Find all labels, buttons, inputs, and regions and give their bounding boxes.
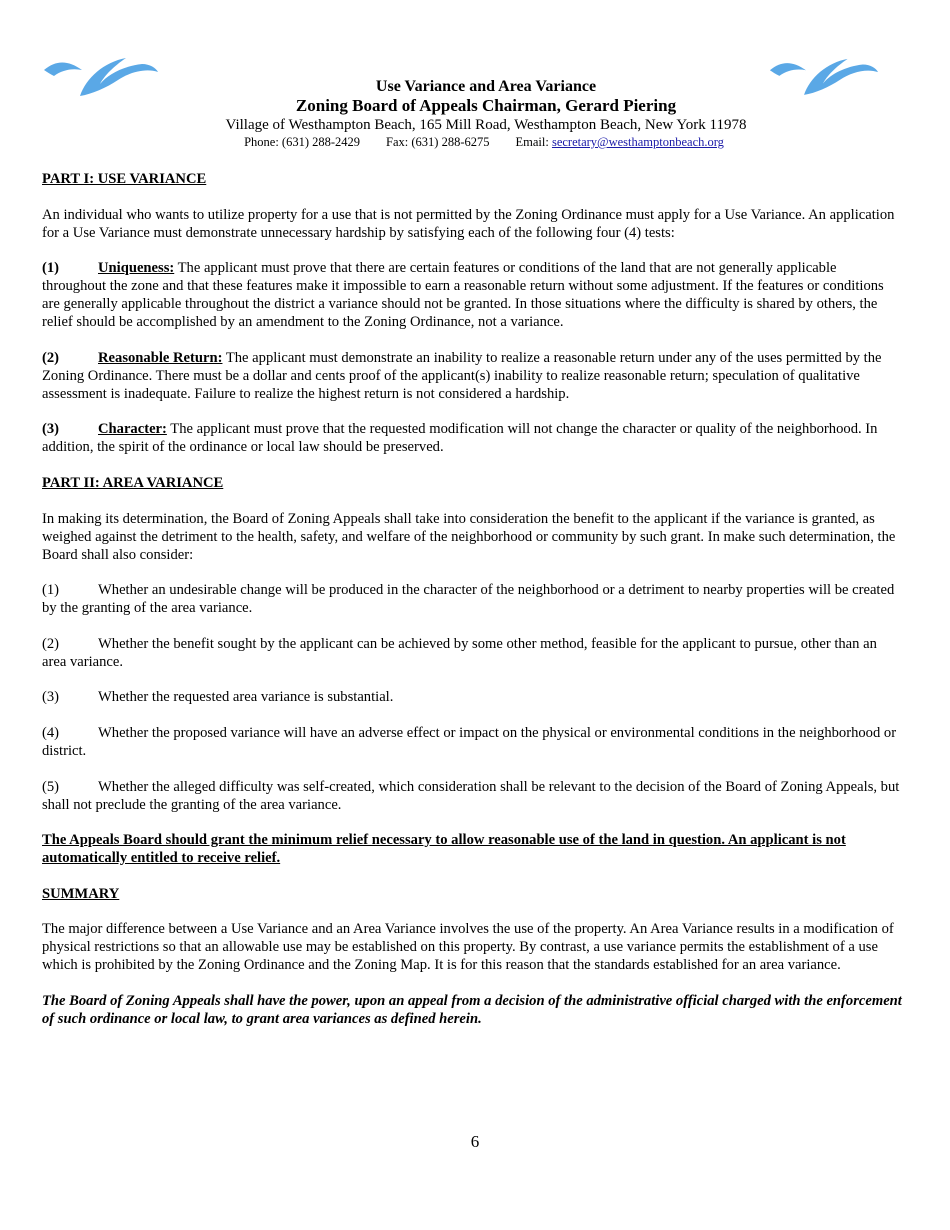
item-number: (1) xyxy=(42,260,60,277)
part2-item xyxy=(42,778,902,814)
fax: Fax: (631) 288-6275 xyxy=(386,135,490,149)
item-text: The applicant must demonstrate an inability to realize a reasonable return under any of the uses permitted by the Zoning Ordinance. There must be a dollar and cents proof of the applicant(s) inability to realize reasonable return; speculation of qualitative assessment is inadequate. Failure to realize the highest return is not considered a hardship. xyxy=(42,349,882,402)
item-number: (1) xyxy=(42,582,60,599)
item-text: Whether the benefit sought by the applicant can be achieved by some other method, feasible for the applicant to pursue, other than an area variance. xyxy=(42,635,877,670)
item-number: (2) xyxy=(42,349,60,366)
item-title: Reasonable Return: xyxy=(98,349,223,366)
part1-intro: An individual who wants to utilize property for a use that is not permitted by the Zoning Ordinance must apply for a Use Variance. An application for a Use Variance must demonstrate unnecessary hardship by satisfying each of the following four (4) tests: xyxy=(42,206,895,241)
item-number: (4) xyxy=(42,724,60,741)
contact-line xyxy=(0,134,950,150)
item-title: Uniqueness: xyxy=(98,260,175,277)
document-body xyxy=(42,170,902,1046)
item-text: Whether the requested area variance is substantial. xyxy=(98,689,394,706)
summary-heading: SUMMARY xyxy=(42,885,120,902)
item-number: (5) xyxy=(42,778,60,795)
address: Village of Westhampton Beach, 165 Mill Road, Westhampton Beach, New York 11978 xyxy=(225,117,747,133)
part1-item xyxy=(42,259,902,331)
part2-item xyxy=(42,688,902,706)
part1-item xyxy=(42,420,902,456)
item-text: Whether an undesirable change will be produced in the character of the neighborhood or a detriment to nearby properties will be created by the granting of the area variance. xyxy=(42,582,895,617)
item-number: (2) xyxy=(42,635,60,652)
part2-heading: PART II: AREA VARIANCE xyxy=(42,474,224,491)
document-subtitle: Zoning Board of Appeals Chairman, Gerard Piering xyxy=(295,96,677,115)
part2-intro: In making its determination, the Board of Zoning Appeals shall take into consideration the benefit to the applicant if the variance is granted, as weighed against the detriment to the health, safety, and welfare of the neighborhood or community by such grant. In make such determination, the Board shall also consider: xyxy=(42,510,896,563)
part1-item xyxy=(42,349,902,403)
part2-item xyxy=(42,581,902,617)
email-link[interactable]: secretary@westhamptonbeach.org xyxy=(551,135,724,149)
closing-statement: The Board of Zoning Appeals shall have the power, upon an appeal from a decision of the administrative official charged with the enforcement of such ordinance or local law, to grant area variances as defined herein. xyxy=(42,992,902,1027)
phone: Phone: (631) 288-2429 xyxy=(244,135,361,149)
letterhead xyxy=(0,78,950,150)
part1-heading: PART I: USE VARIANCE xyxy=(42,171,207,187)
part2-item xyxy=(42,635,902,671)
page-number: 6 xyxy=(470,1132,480,1151)
item-text: The applicant must prove that the requested modification will not change the character or quality of the neighborhood. In addition, the spirit of the ordinance or local law should be preserved. xyxy=(42,421,878,456)
item-number: (3) xyxy=(42,421,60,438)
email-label: Email: xyxy=(515,135,549,149)
item-text: The applicant must prove that there are certain features or conditions of the land that are not generally applicable throughout the zone and that these features make it impossible to earn a reasonable return without some adjustment. If the features or conditions are generally applicable throughout the district a variance should not be granted. In those situations where the difficulty is shared by others, the relief should be accomplished by an amendment to the Zoning Ordinance, not a variance. xyxy=(42,260,884,331)
item-title: Character: xyxy=(98,421,167,438)
item-text: Whether the alleged difficulty was self-created, which consideration shall be relevant to the decision of the Board of Zoning Appeals, but shall not preclude the granting of the area variance. xyxy=(42,778,900,813)
part2-item xyxy=(42,724,902,760)
item-number: (3) xyxy=(42,689,60,706)
item-text: Whether the proposed variance will have an adverse effect or impact on the physical or environmental conditions in the neighborhood or district. xyxy=(42,724,897,759)
document-title: Use Variance and Area Variance xyxy=(375,78,597,95)
relief-notice: The Appeals Board should grant the minimum relief necessary to allow reasonable use of the land in question. An applicant is not automatically entitled to receive relief. xyxy=(42,832,846,867)
summary-text: The major difference between a Use Variance and an Area Variance involves the use of the property. An Area Variance results in a modification of physical restrictions so that an allowable use may be established on this property. By contrast, a use variance permits the establishment of a use which is prohibited by the Zoning Ordinance and the Zoning Map. It is for this reason that the standards established for an area variance. xyxy=(42,921,894,974)
